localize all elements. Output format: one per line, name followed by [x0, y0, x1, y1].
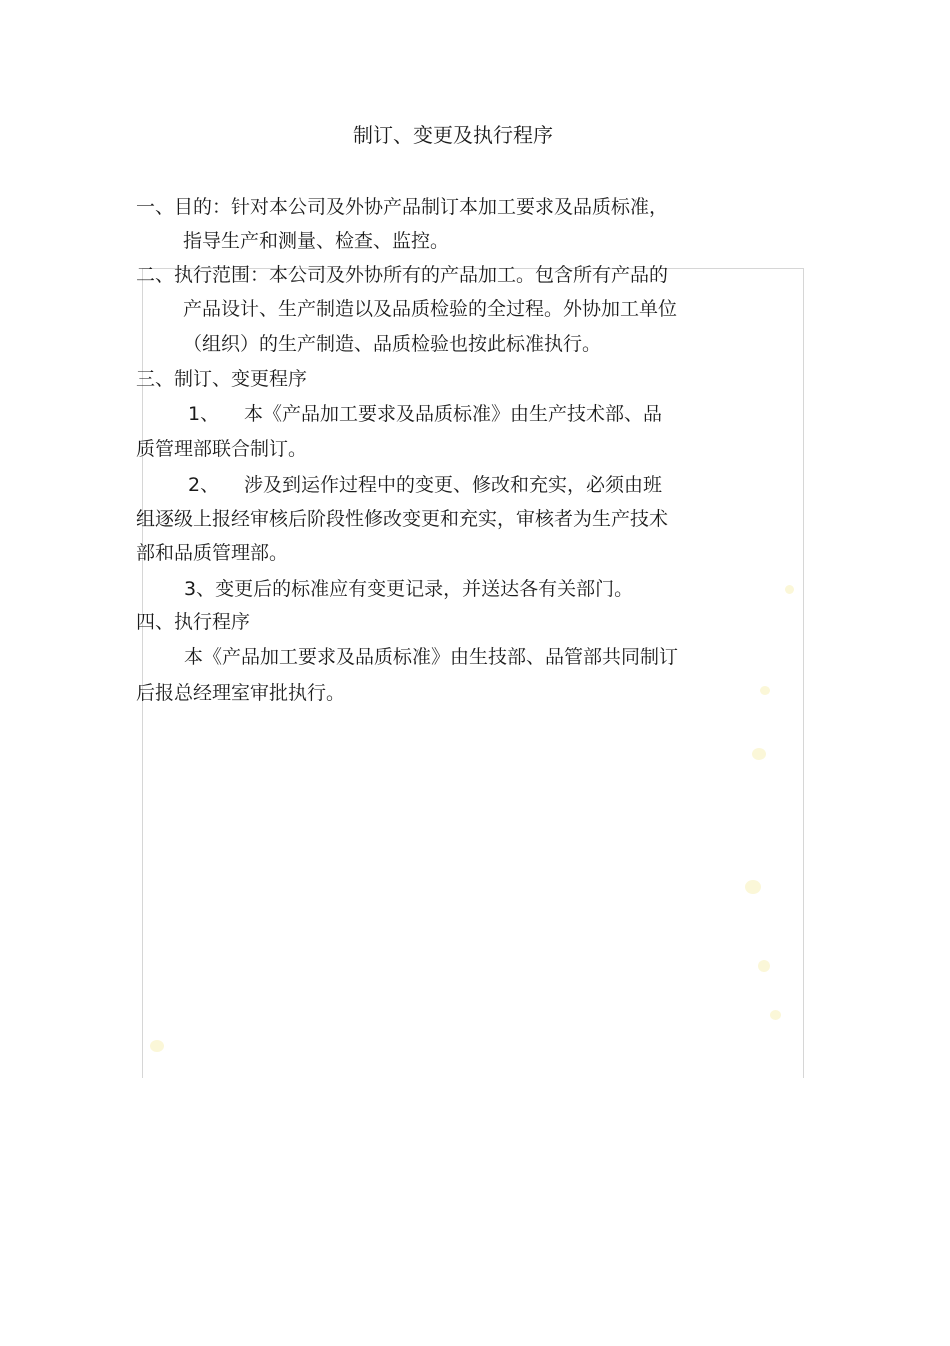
background-speck — [758, 960, 770, 972]
execution-line-2: 后报总经理室审批执行。 — [136, 682, 346, 704]
execution-line-1: 本《产品加工要求及品质标准》由生技部、品管部共同制订 — [184, 646, 679, 668]
background-speck — [770, 1010, 781, 1020]
scope-line-1: 二、执行范围：本公司及外协所有的产品加工。包含所有产品的 — [136, 264, 669, 286]
background-speck — [785, 585, 794, 594]
procedure-item-2-line-2: 组逐级上报经审核后阶段性修改变更和充实，审核者为生产技术 — [136, 508, 669, 530]
scope-line-2: 产品设计、生产制造以及品质检验的全过程。外协加工单位 — [183, 298, 678, 320]
frame-right-border — [803, 268, 804, 1078]
scope-line-3: （组织）的生产制造、品质检验也按此标准执行。 — [183, 333, 602, 355]
document-title: 制订、变更及执行程序 — [353, 123, 553, 147]
procedure-item-2-line-1: 涉及到运作过程中的变更、修改和充实，必须由班 — [244, 474, 663, 496]
procedure-item-1-number: 1、 — [188, 403, 220, 425]
background-speck — [752, 748, 766, 760]
execution-heading: 四、执行程序 — [136, 611, 251, 633]
background-speck — [150, 1040, 164, 1052]
background-speck — [745, 880, 761, 894]
purpose-line-2: 指导生产和测量、检查、监控。 — [183, 230, 450, 252]
background-speck — [760, 686, 770, 695]
procedure-item-2-line-3: 部和品质管理部。 — [136, 542, 289, 564]
procedure-item-1-line-2: 质管理部联合制订。 — [136, 438, 308, 460]
procedure-item-3-line-1: 3、变更后的标准应有变更记录，并送达各有关部门。 — [184, 578, 634, 600]
procedure-heading: 三、制订、变更程序 — [136, 368, 308, 390]
purpose-line-1: 一、目的：针对本公司及外协产品制订本加工要求及品质标准， — [136, 196, 669, 218]
procedure-item-1-line-1: 本《产品加工要求及品质标准》由生产技术部、品 — [244, 403, 663, 425]
procedure-item-2-number: 2、 — [188, 474, 220, 496]
